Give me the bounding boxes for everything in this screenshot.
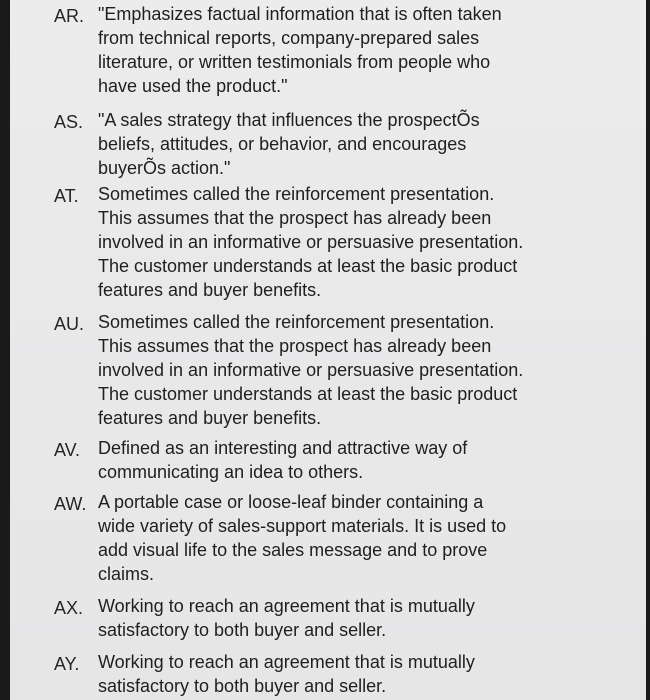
entry-key: AV.	[54, 440, 81, 460]
entry-key: AW.	[54, 494, 87, 514]
entry-text: Working to reach an agreement that is mutually satisfactory to both buyer and seller.	[98, 652, 475, 696]
entry-text: "Emphasizes factual information that is often taken from technical reports, company-prepared sales literature, or written testimonials from people who have used the product."	[98, 4, 502, 96]
entry-key: AY.	[54, 654, 80, 674]
entry-key: AR.	[54, 6, 85, 26]
document-page	[10, 0, 646, 700]
entry-text: "A sales strategy that influences the prospectÕs beliefs, attitudes, or behavior, and encourages buyerÕs action."	[98, 110, 480, 178]
entry-text: Sometimes called the reinforcement presentation. This assumes that the prospect has already been involved in an informative or persuasive presentation. The customer understands at least the basic product features and buyer benefits.	[98, 184, 524, 300]
entry-key: AX.	[54, 598, 84, 618]
entry-key: AT.	[54, 186, 79, 206]
entry-text: A portable case or loose-leaf binder containing a wide variety of sales-support materials. It is used to add visual life to the sales message and to prove claims.	[98, 492, 507, 584]
entry-key: AS.	[54, 112, 84, 132]
entry-text: Sometimes called the reinforcement presentation. This assumes that the prospect has already been involved in an informative or persuasive presentation. The customer understands at least the basic product features and buyer benefits.	[98, 312, 524, 428]
entry-text: Working to reach an agreement that is mutually satisfactory to both buyer and seller.	[98, 596, 475, 640]
entry-text: Defined as an interesting and attractive way of communicating an idea to others.	[98, 438, 468, 482]
entry-key: AU.	[54, 314, 85, 334]
